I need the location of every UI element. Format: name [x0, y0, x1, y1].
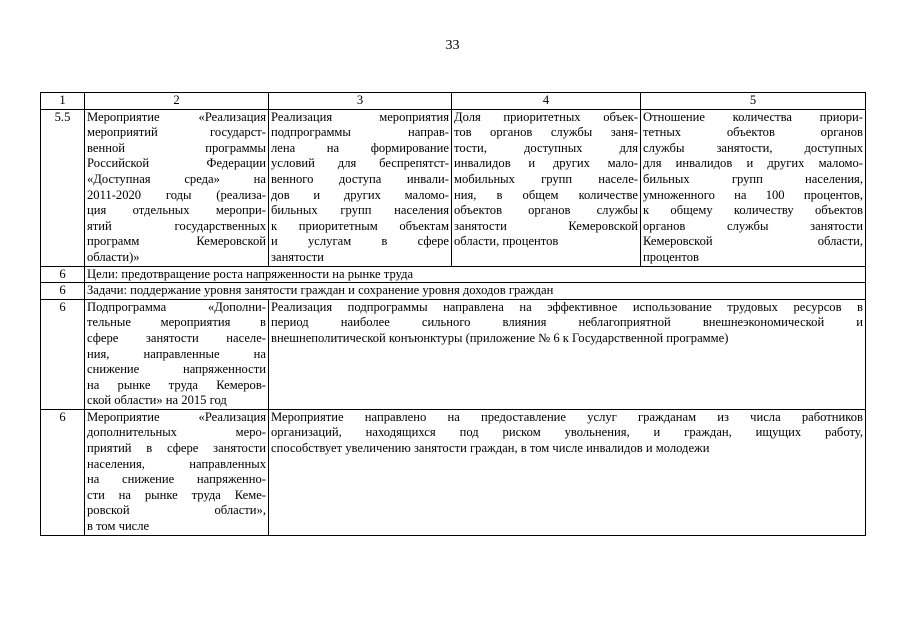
cell-text-line: дов и других маломо- [271, 187, 449, 202]
cell-text-line: период наиболее сильного влияния неблагоприятной внешнеэкономической и [271, 315, 863, 330]
row-number: 6 [41, 283, 85, 300]
cell-text-line: области, процентов [454, 234, 559, 249]
table-row [41, 266, 866, 283]
tasks-cell: Задачи: поддержание уровня занятости граждан и сохранение уровня доходов граждан [85, 283, 866, 300]
cell-text-line: Реализация подпрограммы направлена на эффективное использование трудовых ресурсов в [271, 299, 863, 314]
event-description-cell [269, 409, 866, 535]
cell-text-line: венного доступа инвали- [271, 171, 449, 186]
cell-text-line: занятости Кемеровской [454, 218, 638, 233]
cell-text-line: тов органов службы заня- [454, 125, 638, 140]
header-cell: 5 [641, 93, 866, 110]
cell-text-line: ция отдельных меропри- [87, 203, 266, 218]
indicator-formula-cell [641, 109, 866, 266]
cell-text-line: организаций, находящихся под риском увольнения, и граждан, ищущих работу, [271, 425, 863, 440]
header-cell: 3 [269, 93, 452, 110]
cell-text-line: мобильных групп населе- [454, 171, 638, 186]
header-cell: 4 [452, 93, 641, 110]
cell-text-line: бильных групп населения, [643, 171, 863, 186]
cell-text-line: и услугам в сфере [271, 234, 449, 249]
cell-text-line: «Доступная среда» на [87, 171, 266, 186]
cell-text-line: программ Кемеровской [87, 234, 266, 249]
table-row [41, 299, 866, 409]
cell-text-line: тости, доступных для [454, 140, 638, 155]
cell-text-line: ятий государственных [87, 218, 266, 233]
cell-text-line: процентов [643, 249, 699, 264]
cell-text-line: сти на рынке труда Кеме- [87, 487, 266, 502]
event-description-cell [269, 109, 452, 266]
cell-text-line: органов службы занятости [643, 218, 863, 233]
program-table [40, 92, 866, 536]
header-cell: 2 [85, 93, 269, 110]
cell-text-line: 2011-2020 годы (реализа- [87, 187, 266, 202]
cell-text-line: в том числе [87, 519, 150, 534]
cell-text-line: Российской Федерации [87, 156, 266, 171]
cell-text-line: снижение напряженности [87, 362, 266, 377]
cell-text-line: сфере занятости населе- [87, 330, 266, 345]
cell-text-line: к приоритетным объектам [271, 218, 449, 233]
table-row [41, 283, 866, 300]
table-row [41, 409, 866, 535]
cell-text-line: Кемеровской области, [643, 234, 863, 249]
cell-text-line: Мероприятие «Реализация [87, 109, 266, 124]
page-number: 33 [445, 38, 460, 53]
cell-text-line: дополнительных меро- [87, 425, 266, 440]
cell-text-line: подпрограммы направ- [271, 125, 449, 140]
event-name-cell [85, 109, 269, 266]
cell-text-line: бильных групп населения [271, 203, 449, 218]
cell-text-line: ния, в общем количестве [454, 187, 638, 202]
goals-cell: Цели: предотвращение роста напряженности на рынке труда [85, 266, 866, 283]
cell-text-line: объектов органов службы [454, 203, 638, 218]
cell-text-line: ровской области», [87, 503, 266, 518]
cell-text-line: мероприятий государст- [87, 125, 266, 140]
row-number: 5.5 [41, 109, 85, 266]
cell-text-line: Мероприятие направлено на предоставление услуг гражданам из числа работников [271, 409, 863, 424]
cell-text-line: внешнеполитической конъюнктуры (приложение № 6 к Государственной программе) [271, 330, 729, 345]
cell-text-line: ской области» на 2015 год [87, 393, 227, 408]
cell-text-line: к общему количеству объектов [643, 203, 863, 218]
row-number: 6 [41, 409, 85, 535]
cell-text-line: для инвалидов и других маломо- [643, 156, 863, 171]
cell-text-line: приятий в сфере занятости [87, 441, 266, 456]
subprogram-description-cell [269, 299, 866, 409]
cell-text-line: лена на формирование [271, 140, 449, 155]
cell-text-line: службы занятости, доступных [643, 140, 863, 155]
cell-text-line: умноженного на 100 процентов, [643, 187, 863, 202]
subprogram-name-cell [85, 299, 269, 409]
header-cell: 1 [41, 93, 85, 110]
cell-text-line: Подпрограмма «Дополни- [87, 299, 266, 314]
cell-text-line: инвалидов и других мало- [454, 156, 638, 171]
event-name-cell [85, 409, 269, 535]
cell-text-line: тетных объектов органов [643, 125, 863, 140]
cell-text-line: венной программы [87, 140, 266, 155]
cell-text-line: Мероприятие «Реализация [87, 409, 266, 424]
cell-text-line: на снижение напряженно- [87, 472, 266, 487]
cell-text-line: населения, направленных [87, 456, 266, 471]
row-number: 6 [41, 299, 85, 409]
table-row [41, 109, 866, 266]
cell-text-line: условий для беспрепятст- [271, 156, 449, 171]
cell-text-line: тельные мероприятия в [87, 315, 266, 330]
cell-text-line: на рынке труда Кемеров- [87, 377, 266, 392]
cell-text-line: способствует увеличению занятости граждан, в том числе инвалидов и молодежи [271, 441, 710, 456]
indicator-name-cell [452, 109, 641, 266]
cell-text-line: области)» [87, 249, 140, 264]
header-row [41, 93, 866, 110]
cell-text-line: Доля приоритетных объек- [454, 109, 638, 124]
cell-text-line: Отношение количества приори- [643, 109, 863, 124]
row-number: 6 [41, 266, 85, 283]
cell-text-line: Реализация мероприятия [271, 109, 449, 124]
cell-text-line: ния, направленные на [87, 346, 266, 361]
cell-text-line: занятости [271, 249, 324, 264]
